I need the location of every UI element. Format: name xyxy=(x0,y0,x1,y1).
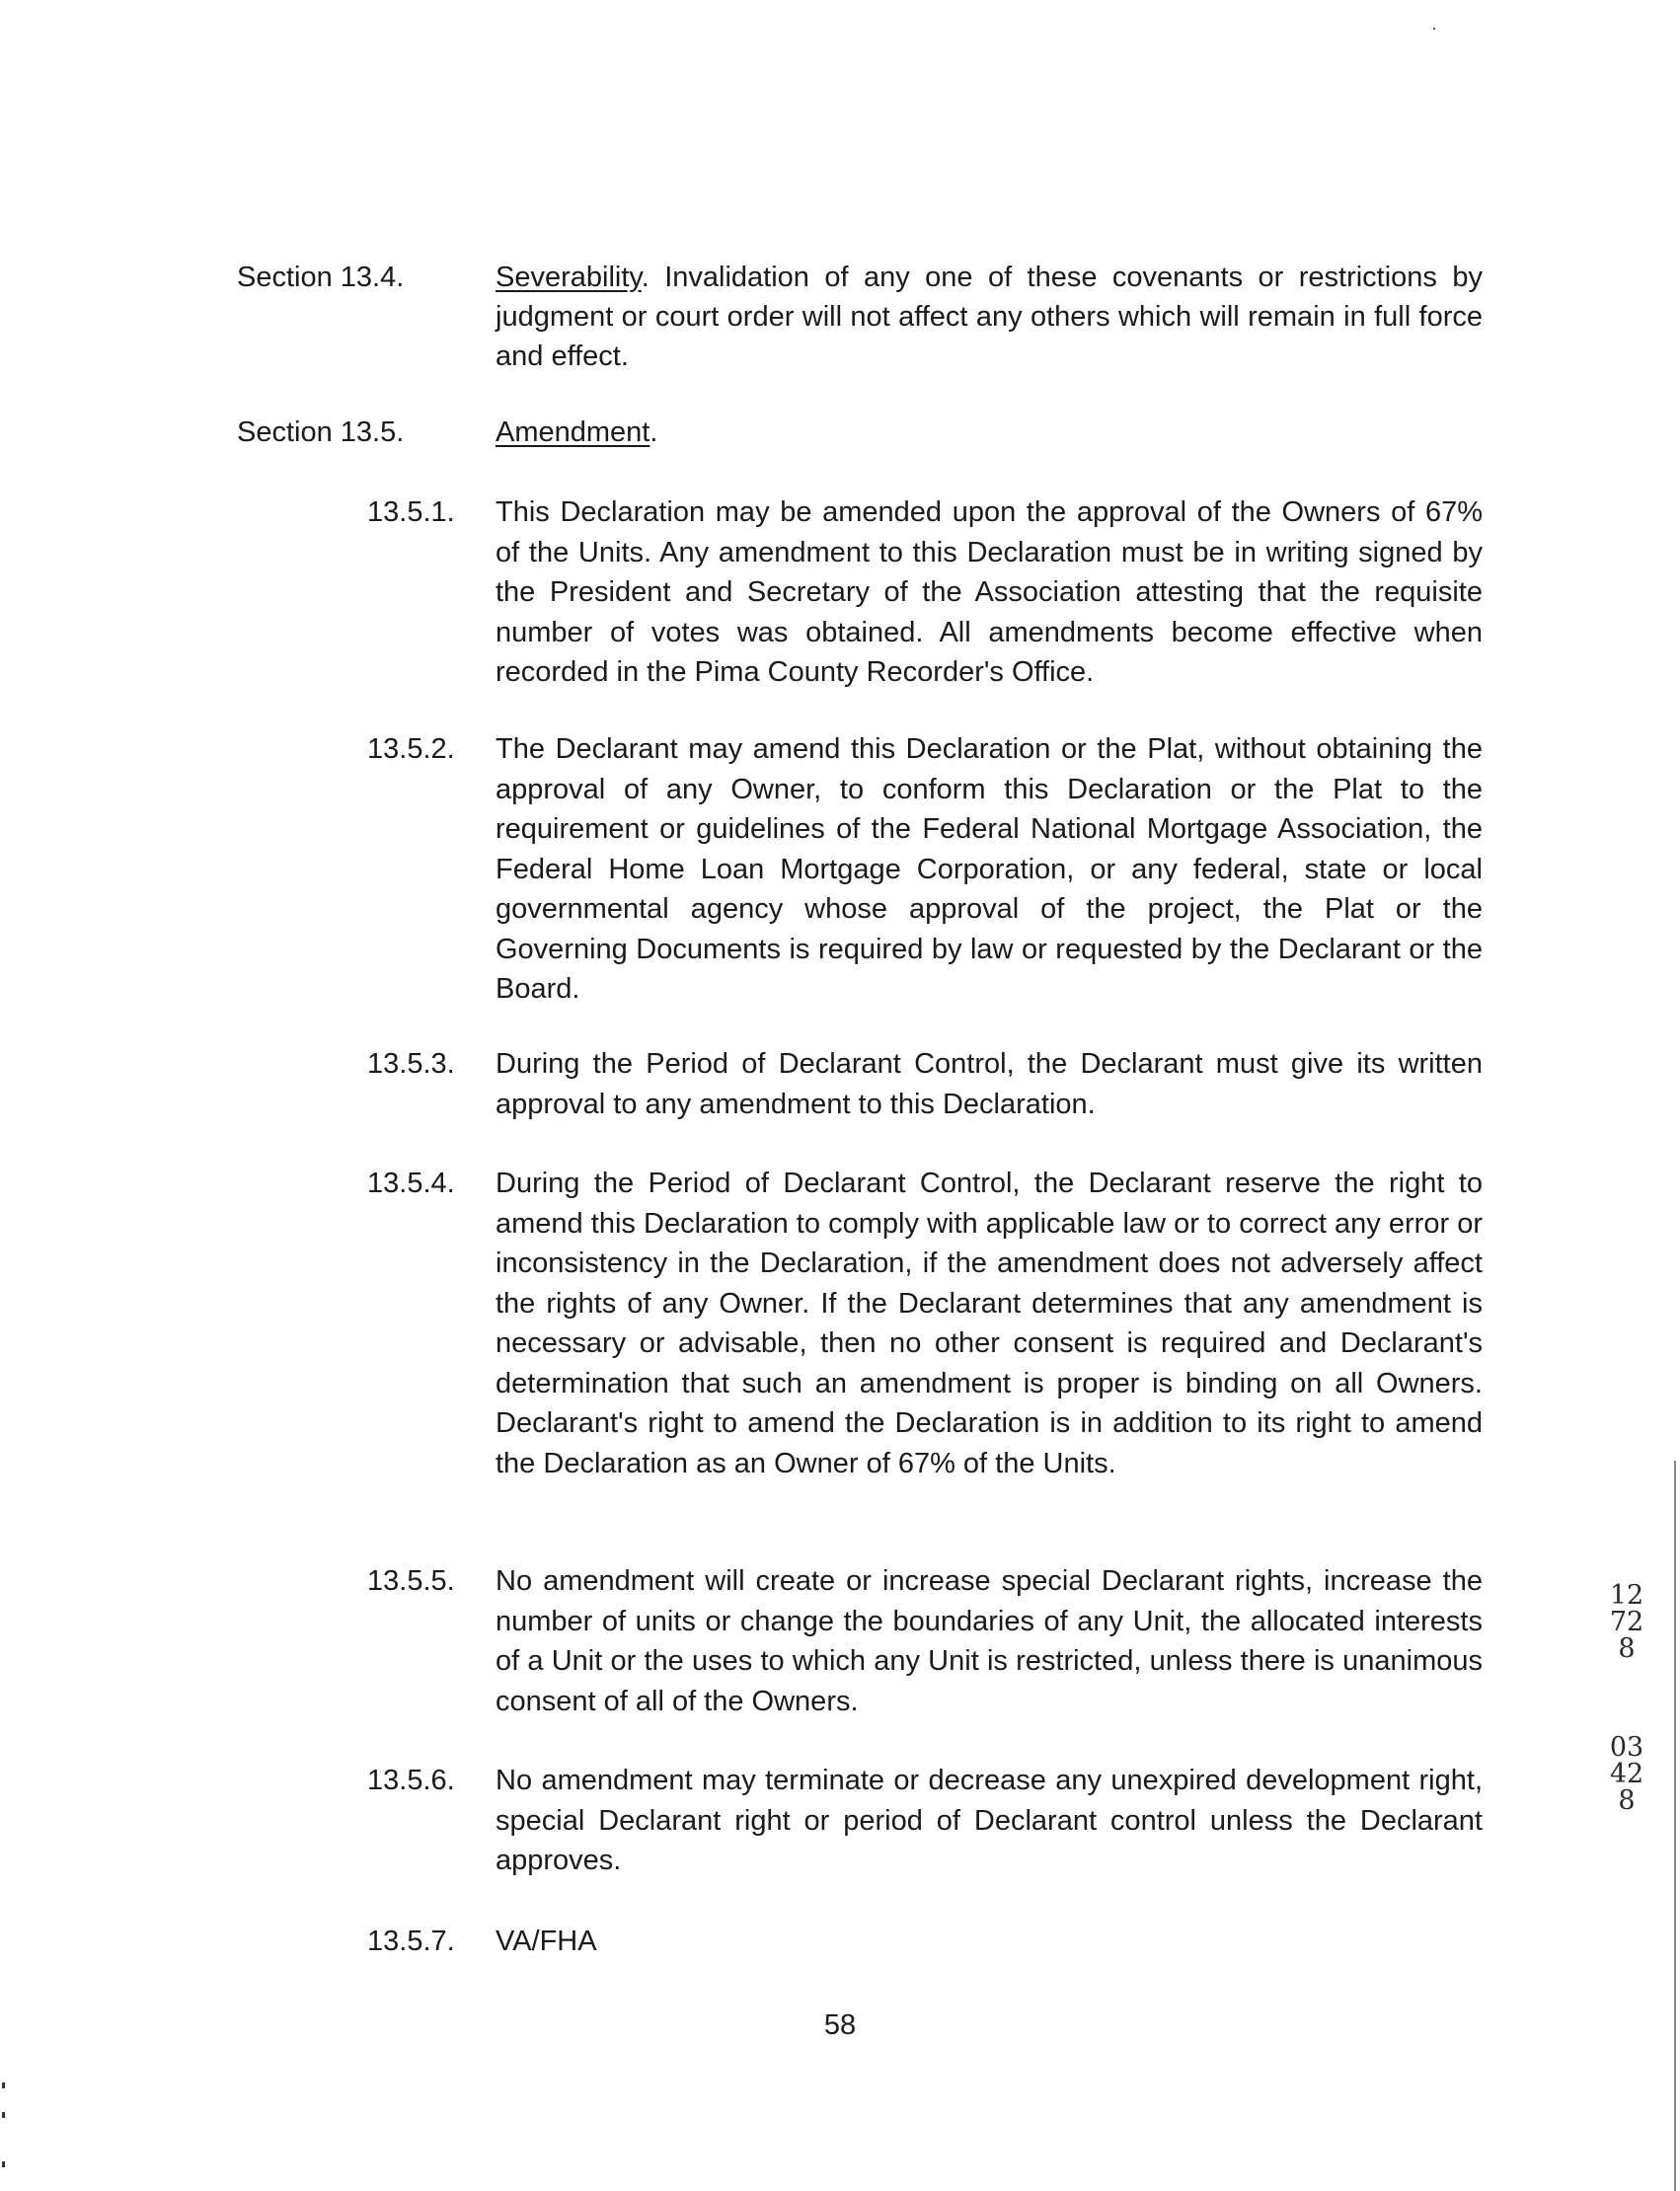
section-label: Section 13.5. xyxy=(237,416,405,448)
subsection-text: No amendment may terminate or decrease any unexpired development right, special Declarant right or period of Declarant control unless the Declarant approves. xyxy=(496,1765,1483,1876)
page-number: 58 xyxy=(823,2009,857,2041)
subsection-text: No amendment will create or increase special Declarant rights, increase the number of units or change the boundaries of any Unit, the allocated interests of a Unit or the uses to which any Unit is restricted, unless there is unanimous consent of all of the Owners. xyxy=(496,1565,1483,1717)
section-label: Section 13.4. xyxy=(237,262,405,293)
scan-tick-mark xyxy=(2,2112,5,2118)
section-body xyxy=(496,258,1483,376)
scan-tick-mark xyxy=(2,2082,5,2088)
subsection-text: The Declarant may amend this Declaration or the Plat, without obtaining the approval of any Owner, to conform this Declaration or the Plat to the requirement or guidelines of the Federal National Mortgage Association, the Federal Home Loan Mortgage Corporation, or any federal, state or local governmental agency whose approval of the project, the Plat or the Governing Documents is required by law or requested by the Declarant or the Board. xyxy=(496,733,1483,1005)
subsection-number: 13.5.7. xyxy=(367,1926,455,1957)
subsection-text: This Declaration may be amended upon the approval of the Owners of 67% of the Units. Any amendment to this Declaration must be in writing signed by the President and Secretary of the Association attesting that the requisite number of votes was obtained. All amendments become effective when recorded in the Pima County Recorder's Office. xyxy=(496,496,1483,688)
subsection-text: VA/FHA xyxy=(496,1926,597,1957)
subsection-number: 13.5.6. xyxy=(367,1765,455,1796)
scan-edge-line xyxy=(1674,1461,1676,2191)
subsection-number: 13.5.3. xyxy=(367,1048,455,1080)
section-title: Severability xyxy=(496,262,642,293)
recording-stamp-page: 03428 xyxy=(1609,1732,1644,1816)
section-body xyxy=(496,413,1483,452)
subsection-text: During the Period of Declarant Control, the Declarant reserve the right to amend this Declaration to comply with applicable law or to correct any error or inconsistency in the Declaration, if the amendment does not adversely affect the rights of any Owner. If the Declarant determines that any amendment is necessary or advisable, then no other consent is required and Declarant's determination that such an amendment is proper is binding on all Owners. Declarant's right to amend the Declaration is in addition to its right to amend the Declaration as an Owner of 67% of the Units. xyxy=(496,1168,1483,1479)
recording-stamp-docket: 12728 xyxy=(1609,1580,1644,1664)
section-text: . Invalidation of any one of these covenants or restrictions by judgment or court order will not affect any others which will remain in full force and effect. xyxy=(496,262,1483,372)
section-text: . xyxy=(649,416,658,448)
scan-speck xyxy=(1433,28,1435,30)
scan-tick-mark xyxy=(2,2161,5,2167)
subsection-number: 13.5.5. xyxy=(367,1565,455,1597)
section-title: Amendment xyxy=(496,416,650,448)
subsection-number: 13.5.4. xyxy=(367,1168,455,1199)
subsection-text: During the Period of Declarant Control, the Declarant must give its written approval to any amendment to this Declaration. xyxy=(496,1048,1483,1120)
subsection-number: 13.5.1. xyxy=(367,496,455,528)
subsection-number: 13.5.2. xyxy=(367,733,455,765)
